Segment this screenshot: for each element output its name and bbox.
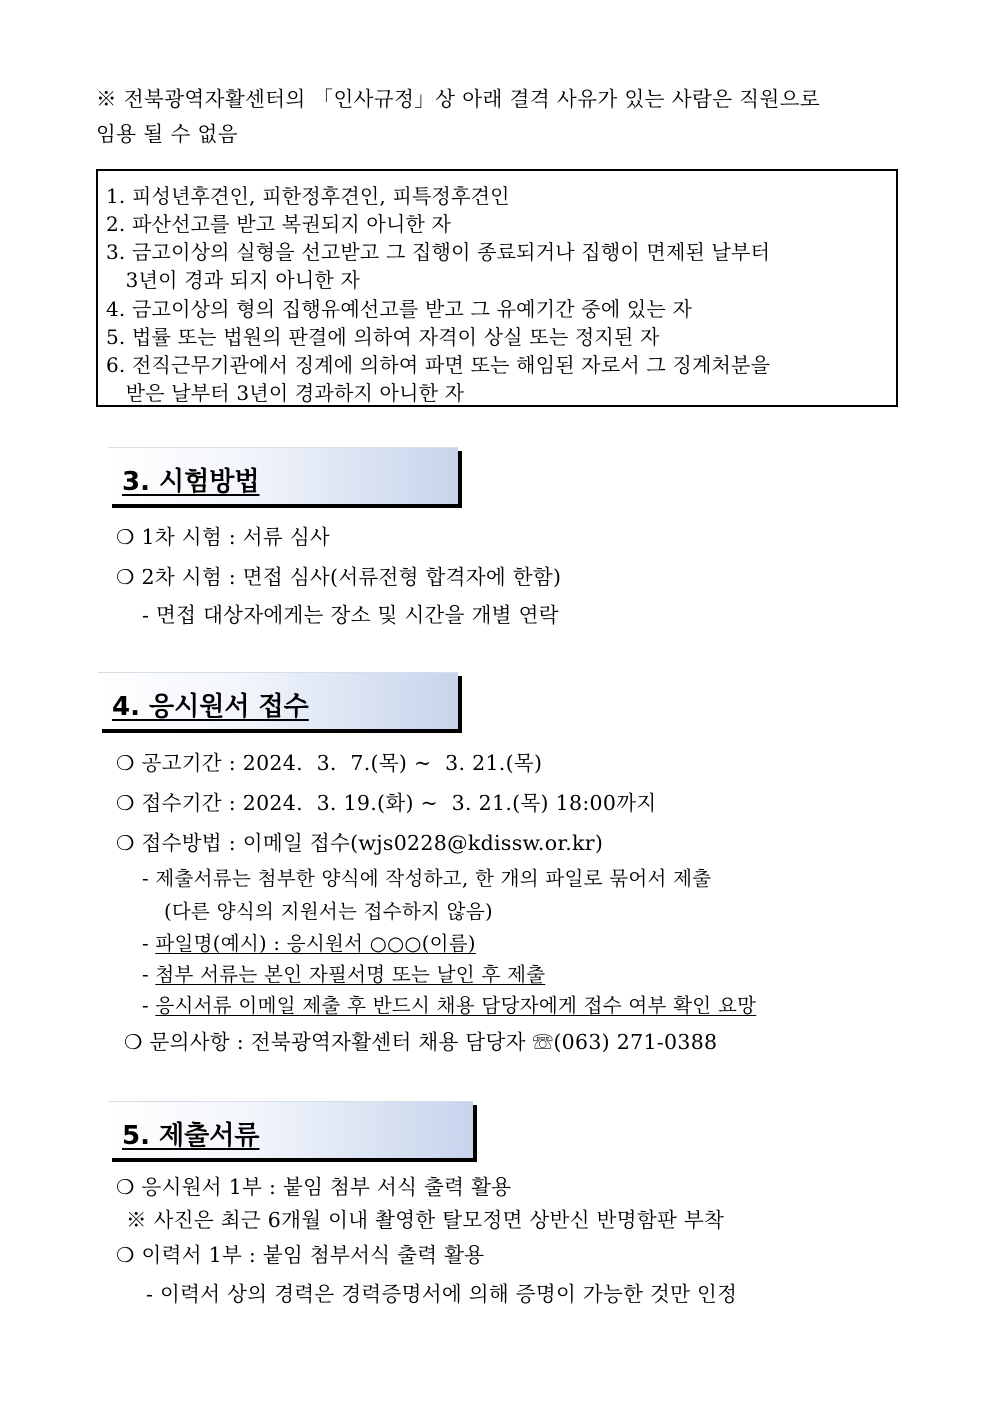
dash: - (142, 994, 156, 1017)
disqualification-item: 2. 파산선고를 받고 복권되지 아니한 자 (106, 212, 452, 236)
disqualification-item: 5. 법률 또는 법원의 판결에 의하여 자격이 상실 또는 정지된 자 (106, 325, 660, 349)
section-4-header (98, 672, 458, 729)
submission-note-1-text: 제출서류는 첨부한 양식에 작성하고, 한 개의 파일로 묶어서 제출 (155, 867, 712, 890)
receipt-period: ❍ 접수기간 : 2024. 3. 19.(화) ~ 3. 21.(목) 18:00까지 (116, 791, 657, 815)
confirm-note: 응시서류 이메일 제출 후 반드시 채용 담당자에게 접수 여부 확인 요망 (155, 994, 757, 1017)
photo-note: ※ 사진은 최근 6개월 이내 촬영한 탈모정면 상반신 반명함판 부착 (126, 1208, 725, 1232)
contact-info: ❍ 문의사항 : 전북광역자활센터 채용 담당자 ☏(063) 271-0388 (124, 1030, 718, 1054)
section-3-title: 3. 시험방법 (122, 467, 260, 497)
submission-note-2 (142, 928, 476, 956)
section-5-header (108, 1101, 473, 1158)
section-5-title: 5. 제출서류 (122, 1121, 260, 1151)
submission-note-1 (142, 863, 711, 891)
dash: - (142, 963, 156, 986)
signature-note: 첨부 서류는 본인 자필서명 또는 날인 후 제출 (155, 963, 546, 986)
intro-notice-line2: 임용 될 수 없음 (96, 122, 238, 146)
intro-notice-line1: ※ 전북광역자활센터의 「인사규정」상 아래 결격 사유가 있는 사람은 직원으로 (96, 87, 821, 111)
disqualification-item: 3. 금고이상의 실형을 선고받고 그 집행이 종료되거나 집행이 면제된 날부터 (106, 240, 771, 264)
disqualification-item: 1. 피성년후견인, 피한정후견인, 피특정후견인 (106, 184, 510, 208)
exam-stage-2-note: - 면접 대상자에게는 장소 및 시간을 개별 연락 (142, 603, 559, 627)
section-4-title: 4. 응시원서 접수 (112, 692, 309, 722)
filename-example: 파일명(예시) : 응시원서 ○○○(이름) (155, 932, 476, 955)
exam-stage-1: ❍ 1차 시험 : 서류 심사 (116, 525, 331, 549)
doc-resume: ❍ 이력서 1부 : 붙임 첨부서식 출력 활용 (116, 1243, 485, 1267)
exam-stage-2: ❍ 2차 시험 : 면접 심사(서류전형 합격자에 한함) (116, 565, 562, 589)
notice-period: ❍ 공고기간 : 2024. 3. 7.(목) ~ 3. 21.(목) (116, 751, 543, 775)
disqualification-item-cont: 받은 날부터 3년이 경과하지 아니한 자 (106, 381, 465, 405)
disqualification-item: 6. 전직근무기관에서 징계에 의하여 파면 또는 해임된 자로서 그 징계처분을 (106, 353, 771, 377)
disqualification-box (96, 169, 898, 407)
submission-note-1b: (다른 양식의 지원서는 접수하지 않음) (164, 900, 493, 923)
disqualification-item-cont: 3년이 경과 되지 아니한 자 (106, 268, 361, 292)
doc-application-form: ❍ 응시원서 1부 : 붙임 첨부 서식 출력 활용 (116, 1175, 512, 1199)
dash: - (142, 932, 156, 955)
resume-career-note: - 이력서 상의 경력은 경력증명서에 의해 증명이 가능한 것만 인정 (146, 1282, 738, 1306)
receipt-method: ❍ 접수방법 : 이메일 접수(wjs0228@kdissw.or.kr) (116, 831, 604, 855)
section-3-header (108, 447, 458, 504)
disqualification-item: 4. 금고이상의 형의 집행유예선고를 받고 그 유예기간 중에 있는 자 (106, 297, 693, 321)
dash: - (142, 867, 156, 890)
submission-note-4 (142, 990, 756, 1018)
submission-note-3 (142, 959, 545, 987)
